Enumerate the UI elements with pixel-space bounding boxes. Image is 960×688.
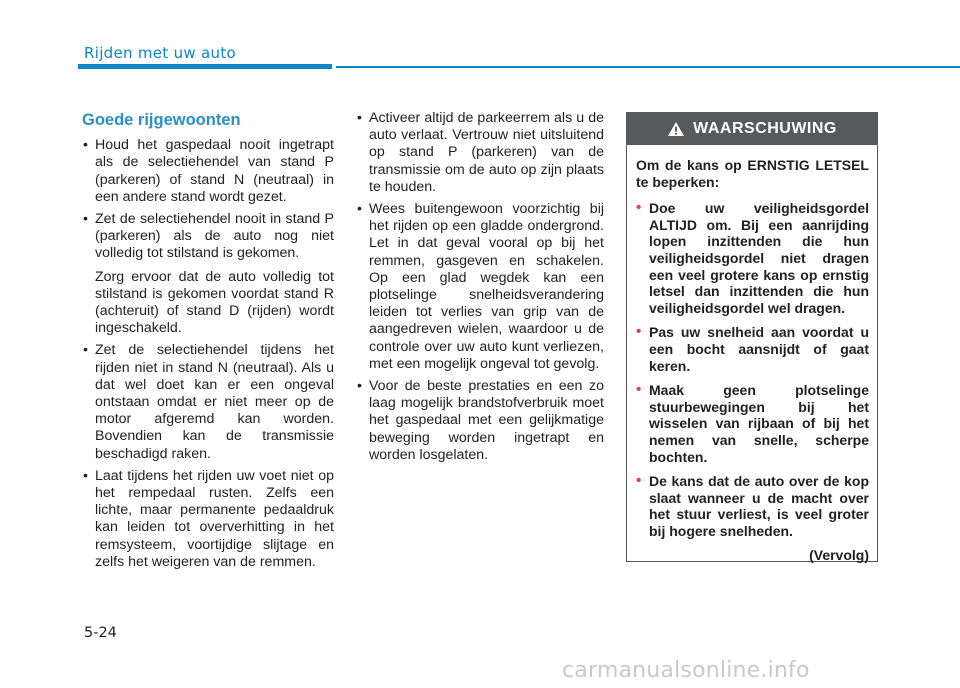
- left-column: [80, 112, 334, 576]
- warning-item-text: Maak geen plotselinge stuurbewegingen bij het wisselen van rijbaan of bij het nemen van snelle, scherpe bochten.: [649, 382, 869, 465]
- section-header-title: Rijden met uw auto: [84, 44, 236, 62]
- warning-item-text: Pas uw snelheid aan voordat u een bocht aansnijdt of gaat keren.: [649, 324, 869, 374]
- header-divider-line: [336, 66, 960, 68]
- warning-triangle-icon: [667, 121, 685, 137]
- list-item: [636, 324, 869, 374]
- bullet-text: Wees buitengewoon voorzichtig bij het rijden op een gladde ondergrond. Let in dat geval vooral op bij het remmen, gasgeven en schakelen. Op een glad wegdek kan een plotselinge snelheidsverandering leiden tot verlies van grip van de aangedreven wielen, waardoor u de controle over uw auto kunt verliezen, met een mogelijk ongeval tot gevolg.: [369, 201, 604, 372]
- page-number: 5-24: [84, 625, 117, 641]
- warning-header: [627, 113, 877, 145]
- section-title: Goede rijgewoonten: [82, 111, 241, 129]
- watermark: carmanualsonline.info: [562, 658, 810, 683]
- warning-item-text: Doe uw veiligheidsgordel ALTIJD om. Bij een aanrijding lopen inzittenden die hun veiligheidsgordel niet dragen een veel grotere kans op ernstig letsel dan inzittenden die hun veiligheidsgordel wel dragen.: [649, 200, 869, 316]
- list-item: [354, 201, 604, 373]
- list-item: [354, 110, 604, 196]
- list-item: [80, 342, 334, 462]
- list-item: [636, 382, 869, 465]
- warning-body: [627, 145, 877, 564]
- warning-title: WAARSCHUWING: [693, 120, 837, 137]
- middle-bullet-list: [354, 110, 604, 464]
- bullet-text: Laat tijdens het rijden uw voet niet op het rempedaal rusten. Zelfs een lichte, maar permanente pedaaldruk kan leiden tot oververhitting in het remsysteem, voortijdige slijtage en zelfs het weigeren van de remmen.: [95, 467, 334, 570]
- bullet-text: Zet de selectiehendel tijdens het rijden niet in stand N (neutraal). Als u dat wel doet kan er een ongeval ontstaan omdat er niet meer op de motor afgeremd kan worden. Bovendien kan de transmissie beschadigd raken.: [95, 342, 334, 462]
- bullet-text: Voor de beste prestaties en een zo laag mogelijk brandstofverbruik moet het gaspedaal met een gelijkmatige beweging worden ingetrapt en worden losgelaten.: [369, 378, 604, 463]
- list-item: [80, 137, 334, 206]
- left-bullet-list: [80, 137, 334, 571]
- list-item: [80, 211, 334, 337]
- bullet-text: Houd het gaspedaal nooit ingetrapt als de selectiehendel van stand P (parkeren) of stand N (neutraal) in een andere stand wordt gezet.: [95, 137, 334, 205]
- warning-item-text: De kans dat de auto over de kop slaat wanneer u de macht over het stuur verliest, is veel groter bij hogere snelheden.: [649, 473, 869, 539]
- list-item: [636, 473, 869, 539]
- middle-column: [354, 110, 604, 469]
- warning-box: [626, 112, 878, 562]
- bullet-text: Activeer altijd de parkeerrem als u de auto verlaat. Vertrouw niet uitsluitend op stand P (parkeren) van de transmissie om de auto op zijn plaats te houden.: [369, 110, 604, 195]
- bullet-text: Zet de selectiehendel nooit in stand P (parkeren) als de auto nog niet volledig tot stilstand is gekomen.: [95, 211, 334, 262]
- warning-intro: Om de kans op ERNSTIG LETSEL te beperken:: [636, 157, 869, 190]
- bullet-sub-paragraph: Zorg ervoor dat de auto volledig tot stilstand is gekomen voordat stand R (achteruit) of stand D (rijden) wordt ingeschakeld.: [95, 268, 334, 337]
- header-accent-bar: [78, 64, 332, 69]
- list-item: [80, 468, 334, 571]
- list-item: [636, 200, 869, 316]
- list-item: [354, 378, 604, 464]
- continued-label: (Vervolg): [809, 547, 869, 564]
- warning-list: [636, 200, 869, 539]
